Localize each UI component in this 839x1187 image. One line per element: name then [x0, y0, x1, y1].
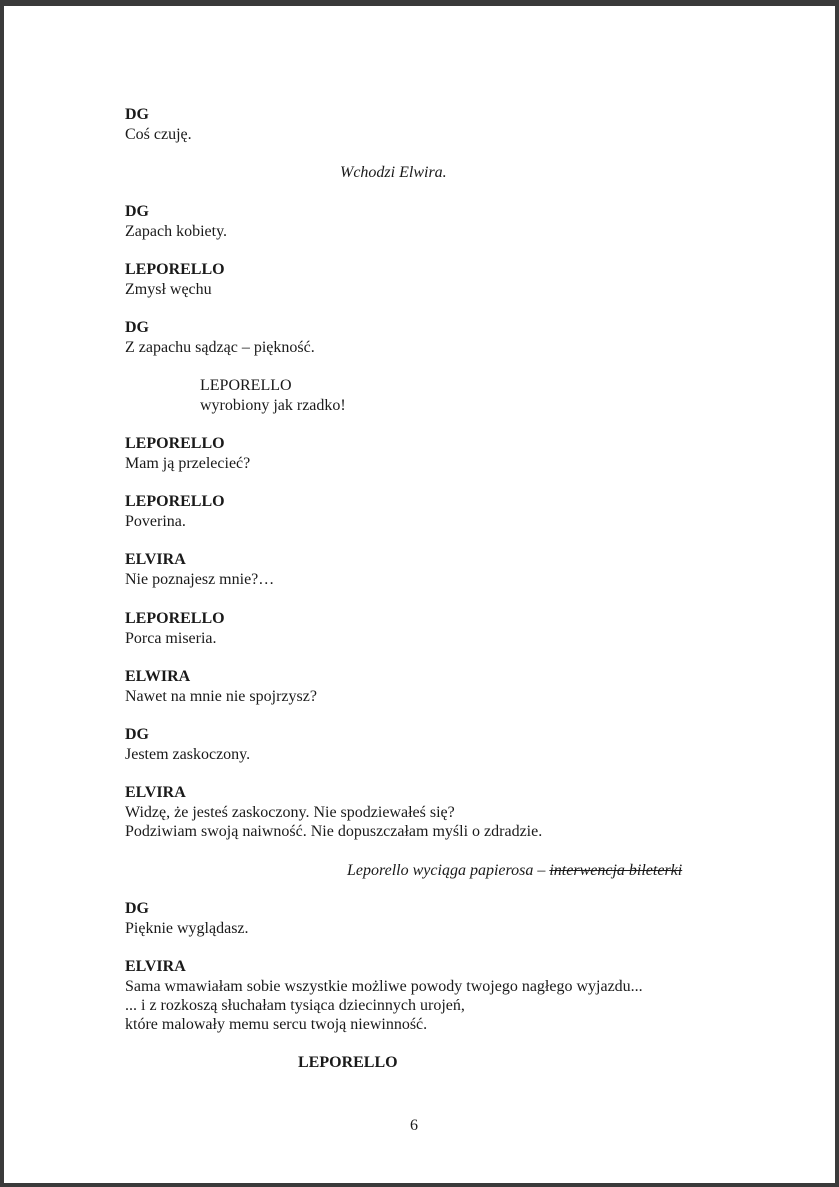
- dialogue-line: Z zapachu sądząc – piękność.: [125, 339, 315, 356]
- speaker-name: LEPORELLO: [298, 1054, 398, 1071]
- dialogue-line: Jestem zaskoczony.: [125, 746, 251, 763]
- dialogue-line: Pięknie wyglądasz.: [125, 920, 249, 937]
- speaker-name: ELVIRA: [125, 784, 186, 801]
- dialogue-line: Nie poznajesz mnie?…: [125, 571, 275, 588]
- dialogue-line: które malowały memu sercu twoją niewinność.: [125, 1016, 428, 1033]
- speaker-name: ELWIRA: [125, 668, 191, 685]
- dialogue-line: Zapach kobiety.: [125, 223, 228, 240]
- dialogue-line: Porca miseria.: [125, 630, 217, 647]
- dialogue-line: Coś czuję.: [125, 126, 192, 143]
- dialogue-line: Nawet na mnie nie spojrzysz?: [125, 688, 317, 705]
- struck-text: interwencja bileterki: [549, 862, 683, 879]
- speaker-name: ELVIRA: [125, 551, 186, 568]
- speaker-name: DG: [125, 319, 149, 336]
- dialogue-line: Poverina.: [125, 513, 186, 530]
- script-page: [4, 6, 835, 1183]
- stage-direction: [347, 861, 682, 880]
- dialogue-line: ... i z rozkoszą słuchałam tysiąca dziecinnych urojeń,: [125, 997, 465, 1014]
- speaker-name: LEPORELLO: [125, 261, 225, 278]
- aside-name: LEPORELLO: [200, 377, 292, 394]
- speaker-name: LEPORELLO: [125, 435, 225, 452]
- speaker-name: ELVIRA: [125, 958, 186, 975]
- stage-direction: Wchodzi Elwira.: [340, 164, 447, 181]
- speaker-name: DG: [125, 203, 149, 220]
- speaker-name: DG: [125, 106, 149, 123]
- speaker-name: DG: [125, 900, 149, 917]
- dialogue-line: Sama wmawiałam sobie wszystkie możliwe powody twojego nagłego wyjazdu...: [125, 978, 643, 995]
- speaker-name: DG: [125, 726, 149, 743]
- speaker-name: LEPORELLO: [125, 610, 225, 627]
- aside-line: wyrobiony jak rzadko!: [200, 397, 346, 414]
- dialogue-line: Zmysł węchu: [125, 281, 212, 298]
- dialogue-line: Podziwiam swoją naiwność. Nie dopuszczałam myśli o zdradzie.: [125, 823, 543, 840]
- dialogue-line: Widzę, że jesteś zaskoczony. Nie spodziewałeś się?: [125, 804, 455, 821]
- page-number: 6: [410, 1117, 418, 1134]
- stage-direction-text: Leporello wyciąga papierosa –: [347, 862, 550, 879]
- speaker-name: LEPORELLO: [125, 493, 225, 510]
- dialogue-line: Mam ją przelecieć?: [125, 455, 251, 472]
